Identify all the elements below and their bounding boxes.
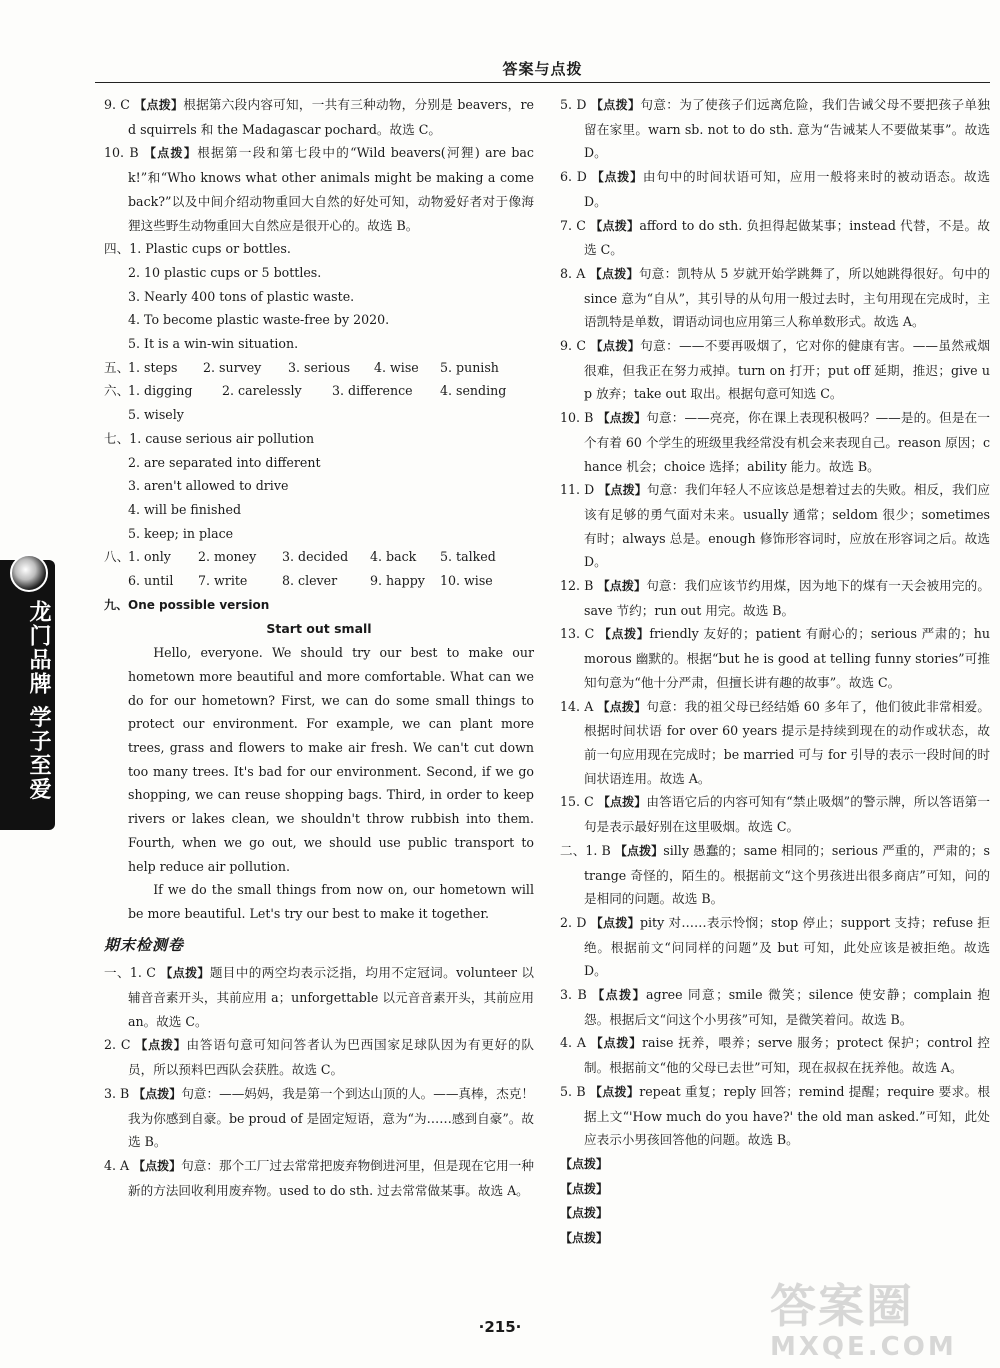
essay-paragraph: If we do the small things from now on, our hometown will be more beautiful. Let's try our best to make it together.	[128, 882, 534, 921]
section-8-row: 6. until 7. write 8. clever 9. happy 10. wise	[128, 573, 493, 589]
answer-item: 5. B 【点拨】repeat 重复；reply 回答；remind 提醒；require 要求。根据上文“'How much do you have?' the old man asked.”可知，此处应表示小男孩回答他的问题。故选 B。	[560, 1083, 990, 1148]
section-7-item: 4. will be finished	[128, 501, 242, 517]
answer-item: 3. B 【点拨】句意：——妈妈，我是第一个到达山顶的人。——真棒，杰克！我为你感到自豪。be proud of 是固定短语，意为“为……感到自豪”。故选 B。	[104, 1085, 534, 1150]
page-number: ·215·	[478, 1318, 522, 1336]
left-column	[104, 93, 534, 1202]
answer-item: 3. B 【点拨】agree 同意；smile 微笑；silence 使安静；complain 抱怨。根据后文“问这个小男孩”可知，是微笑着问。故选 B。	[560, 987, 990, 1027]
section-6-row: 六、 1. digging 2. carelessly 3. difference 4. sending	[104, 383, 507, 399]
brand-circle-icon	[10, 554, 48, 592]
section-5-row: 五、 1. steps 2. survey 3. serious 4. wise 5. punish	[104, 359, 499, 375]
exam-section-title: 期末检测卷	[104, 935, 185, 954]
section-7-item: 3. aren't allowed to drive	[128, 478, 289, 494]
answer-item: 【点拨】	[560, 1181, 609, 1196]
answer-item: 6. D 【点拨】由句中的时间状语可知，应用一般将来时的被动语态。故选 D。	[560, 169, 990, 209]
header-title: 答案与点拨	[502, 60, 583, 78]
answer-item: 7. C 【点拨】afford to do sth. 负担得起做某事；instead 代替，不是。故选 C。	[560, 217, 990, 258]
side-brand-tab	[0, 560, 55, 830]
answer-item: 【点拨】	[560, 1206, 609, 1221]
section-4-item: 四、1. Plastic cups or bottles.	[104, 241, 291, 257]
answer-item: 12. B 【点拨】句意：我们应该节约用煤，因为地下的煤有一天会被用完的。save 节约；run out 用完。故选 B。	[560, 578, 990, 618]
answer-item: 【点拨】	[560, 1231, 609, 1246]
section-4-item: 2. 10 plastic cups or 5 bottles.	[128, 264, 322, 280]
answer-item: 二、1. B 【点拨】silly 愚蠢的；same 相同的；serious 严重的，严肃的；strange 奇怪的，陌生的。根据前文“这个男孩进出很多商店”可知，问的是相同的问题。故选 B。	[560, 842, 990, 907]
essay-title: Start out small	[266, 621, 372, 637]
essay-paragraph: Hello, everyone. We should try our best to make our hometown more beautiful and more comfortable. What can we do for our hometown? First, we can do some small things to protect our environment. For example, we can plant more trees, grass and flowers to make air fresh. We can't cut down too many trees. It's bad for our environment. Second, if we go shopping, we can reuse shopping bags. Third, in order to keep rivers or lakes clean, we shouldn't throw rubbish into them. Fourth, when we go out, we should use public transport to help reduce air pollution.	[128, 645, 534, 874]
right-column	[560, 93, 990, 1251]
section-9-label: 九、One possible version	[104, 597, 270, 612]
answer-item: 4. A 【点拨】raise 抚养，喂养；serve 服务；protect 保护；control 控制。根据前文“他的父母已去世”可知，现在叔叔在抚养他。故选 A。	[560, 1035, 990, 1076]
answer-item: 9. C 【点拨】句意：——不要再吸烟了，它对你的健康有害。——虽然戒烟很难，但我正在努力戒掉。turn on 打开；put off 延期，推迟；give up 放弃；take out 取出。根据句意可知选 C。	[560, 338, 990, 402]
section-7-item: 5. keep; in place	[128, 525, 234, 541]
answer-item: 2. D 【点拨】pity 对……表示怜悯；stop 停止；support 支持；refuse 拒绝。根据前文“问同样的问题”及 but 可知，此处应该是被拒绝。故选 D。	[560, 914, 990, 979]
answer-item: 【点拨】	[560, 1156, 609, 1171]
side-brand-text: 龙门品牌 学子至爱	[26, 600, 51, 802]
answer-item: 2. C 【点拨】由答语句意可知问答者认为巴西国家足球队因为有更好的队员，所以预料巴西队会获胜。故选 C。	[104, 1037, 534, 1078]
section-4-item: 5. It is a win-win situation.	[128, 336, 299, 352]
answer-item: 5. D 【点拨】句意：为了使孩子们远离危险，我们告诫父母不要把孩子单独留在家里。warn sb. not to do sth. 意为“告诫某人不要做某事”。故选 D。	[560, 97, 990, 161]
section-8-row: 八、 1. only 2. money 3. decided 4. back 5. talked	[104, 549, 496, 565]
page-header	[95, 52, 990, 83]
answer-item: 14. A 【点拨】句意：我的祖父母已经结婚 60 多年了，他们彼此非常相爱。根据时间状语 for over 60 years 提示是持续到现在的动作或状态，故前一句应用现在完成时；be married 可与 for 引导的表示一段时间的时间状语连用。故选 A。	[560, 698, 990, 786]
answer-item: 15. C 【点拨】由答语它后的内容可知有“禁止吸烟”的警示牌，所以答语第一句是表示最好别在这里吸烟。故选 C。	[560, 794, 990, 835]
answer-item: 一、1. C 【点拨】题目中的两空均表示泛指，均用不定冠词。volunteer 以辅音音素开头，其前应用 a；unforgettable 以元音音素开头，其前应用 an。故选 C。	[104, 965, 534, 1029]
section-6-item: 5. wisely	[128, 407, 184, 423]
answer-item: 10. B 【点拨】根据第一段和第七段中的“Wild beavers(河狸) are back!”和“Who knows what other animals might be making a comeback?”以及中间介绍动物重回大自然的好处可知，动物爱好者对于像海狸这些野生动物重回大自然应是很开心的。故选 B。	[104, 145, 534, 233]
watermark-logo	[770, 1270, 990, 1360]
watermark-url: MXQE.COM	[770, 1332, 957, 1362]
section-7-item: 七、1. cause serious air pollution	[104, 430, 315, 446]
answer-item: 13. C 【点拨】friendly 友好的；patient 有耐心的；serious 严肃的；humorous 幽默的。根据“but he is good at telling funny stories”可推知句意为“他十分严肃，但擅长讲有趣的故事”。故选 C。	[560, 626, 990, 690]
watermark-text: 答案圈	[770, 1279, 914, 1333]
section-4-item: 4. To become plastic waste-free by 2020.	[128, 312, 390, 328]
section-4-item: 3. Nearly 400 tons of plastic waste.	[128, 288, 355, 304]
answer-item: 9. C 【点拨】根据第六段内容可知，一共有三种动物，分别是 beavers，red squirrels 和 the Madagascar pochard。故选 C。	[104, 97, 534, 137]
answer-item: 10. B 【点拨】句意：——亮亮，你在课上表现积极吗？——是的。但是在一个有着 60 个学生的班级里我经常没有机会来表现自己。reason 原因；chance 机会；choice 选择；ability 能力。故选 B。	[560, 410, 990, 474]
answer-item: 11. D 【点拨】句意：我们年轻人不应该总是想着过去的失败。相反，我们应该有足够的勇气面对未来。usually 通常；seldom 很少；sometimes 有时；always 总是。enough 修饰形容词时，应放在形容词之后。故选 D。	[560, 482, 990, 570]
section-7-item: 2. are separated into different	[128, 454, 321, 470]
answer-item: 4. A 【点拨】句意：那个工厂过去常常把废弃物倒进河里，但是现在它用一种新的方法回收利用废弃物。used to do sth. 过去常常做某事。故选 A。	[104, 1157, 534, 1198]
answer-item: 8. A 【点拨】句意：凯特从 5 岁就开始学跳舞了，所以她跳得很好。句中的 since 意为“自从”，其引导的从句用一般过去时，主句用现在完成时，主语凯特是单数，谓语动词也应用第三人称单数形式。故选 A。	[560, 265, 990, 330]
